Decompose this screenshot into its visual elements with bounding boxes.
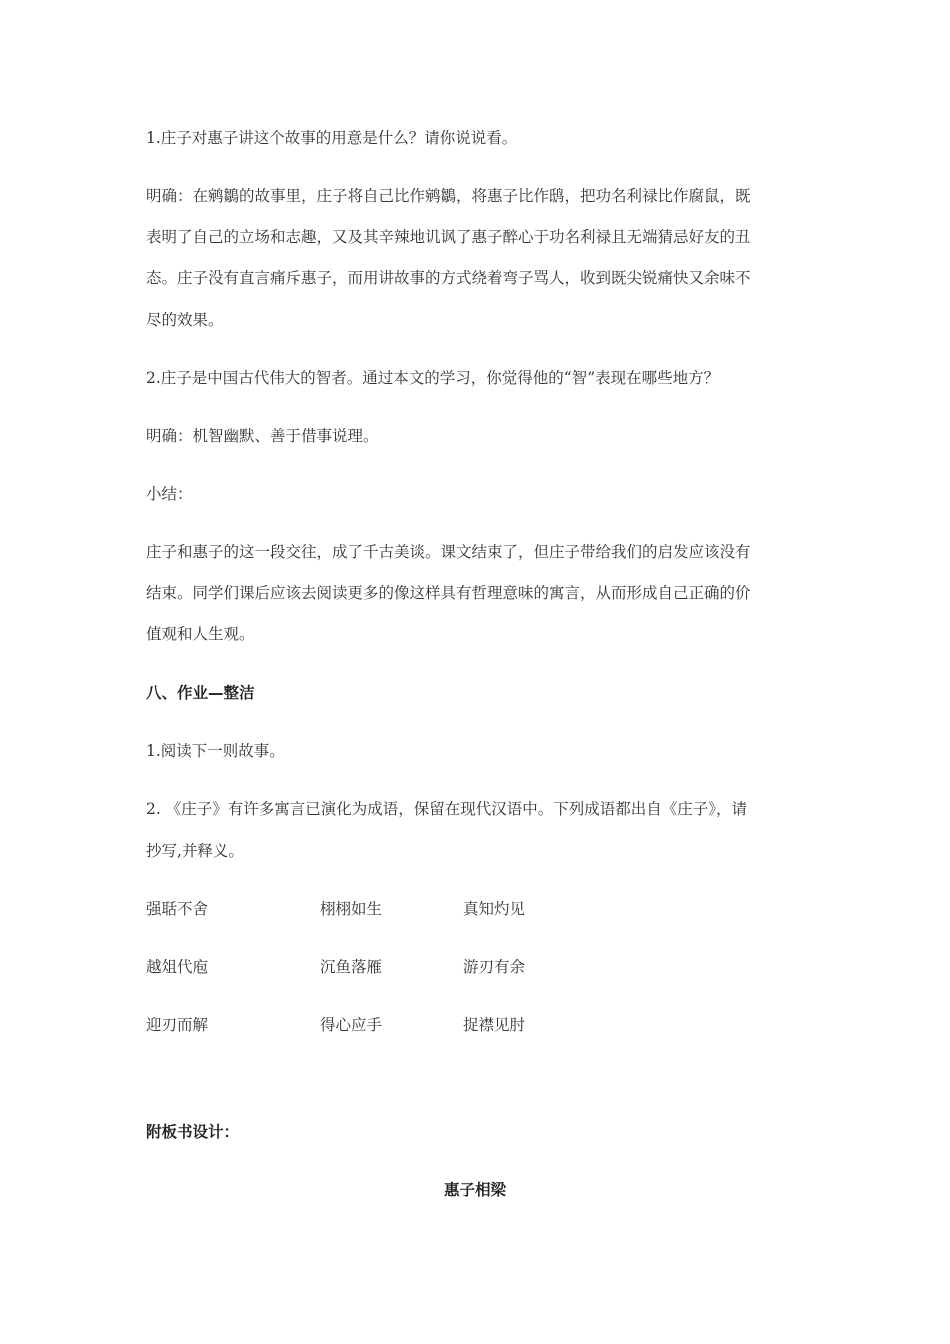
homework-item-2-line-1: 2. 《庄子》有许多寓言已演化为成语，保留在现代汉语中。下列成语都出自《庄子》，请	[146, 800, 747, 818]
summary-line-2: 结束。同学们课后应该去阅读更多的像这样具有哲理意味的寓言，从而形成自己正确的价	[146, 584, 751, 602]
answer-1-line-3: 态。庄子没有直言痛斥惠子，而用讲故事的方式绕着弯子骂人，收到既尖锐痛快又余味不	[146, 269, 751, 287]
idiom-cell: 捉襟见肘	[463, 1016, 526, 1034]
answer-1-line-2: 表明了自己的立场和志趣，又及其辛辣地讥讽了惠子醉心于功名利禄且无端猜忌好友的丑	[146, 228, 751, 246]
idiom-cell: 得心应手	[320, 1016, 383, 1034]
answer-2: 明确：机智幽默、善于借事说理。	[146, 427, 379, 445]
question-2: 2.庄子是中国古代伟大的智者。通过本文的学习，你觉得他的“智”表现在哪些地方？	[146, 369, 720, 387]
answer-1-line-1: 明确：在鹓鶵的故事里，庄子将自己比作鹓鶵，将惠子比作鸱，把功名利禄比作腐鼠，既	[146, 187, 751, 205]
board-title: 惠子相梁	[444, 1181, 507, 1199]
idiom-cell: 沉鱼落雁	[320, 958, 383, 976]
summary-line-1: 庄子和惠子的这一段交往，成了千古美谈。课文结束了，但庄子带给我们的启发应该没有	[146, 543, 751, 561]
summary-line-3: 值观和人生观。	[146, 625, 255, 643]
idiom-cell: 强聒不舍	[146, 900, 209, 918]
idiom-cell: 真知灼见	[463, 900, 526, 918]
homework-item-1: 1.阅读下一则故事。	[146, 742, 285, 760]
idiom-cell: 栩栩如生	[320, 900, 383, 918]
question-1: 1.庄子对惠子讲这个故事的用意是什么？请你说说看。	[146, 129, 518, 147]
summary-label: 小结：	[146, 485, 193, 503]
board-design-label: 附板书设计：	[146, 1123, 240, 1141]
idiom-cell: 越俎代庖	[146, 958, 209, 976]
section-8-heading: 八、作业—整洁	[146, 684, 255, 702]
homework-item-2-line-2: 抄写,并释义。	[146, 842, 244, 860]
idiom-cell: 迎刃而解	[146, 1016, 209, 1034]
answer-1-line-4: 尽的效果。	[146, 311, 224, 329]
idiom-cell: 游刃有余	[463, 958, 526, 976]
